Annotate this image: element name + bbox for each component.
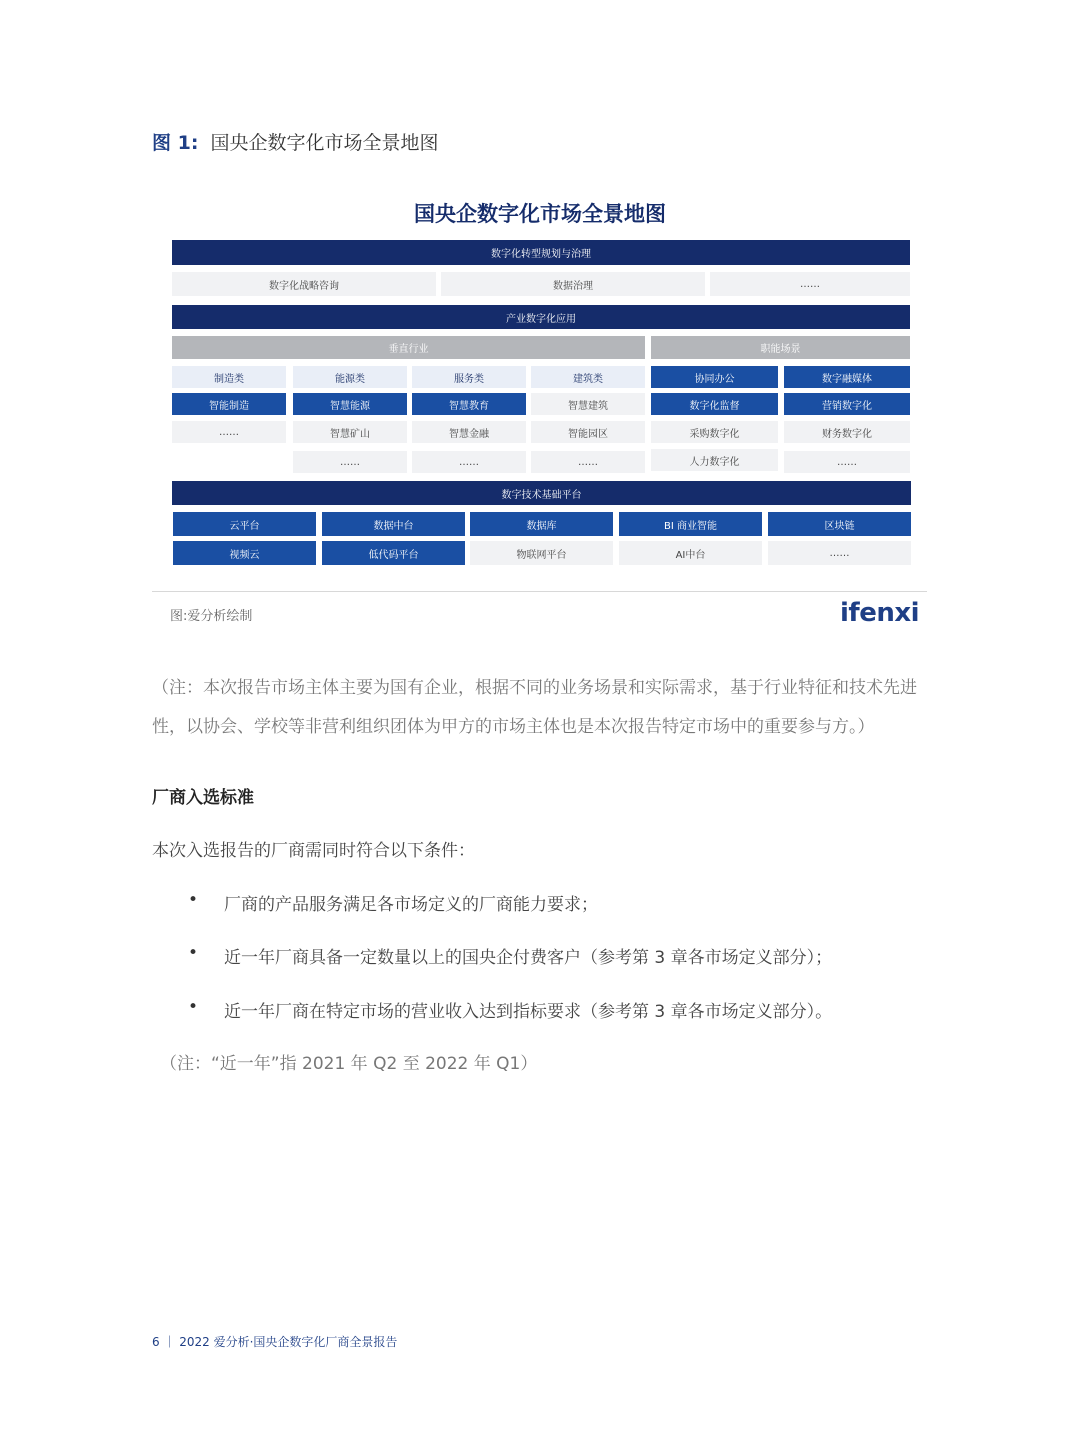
section-title: 厂商入选标准 [152,788,254,808]
apps-header: 产业数字化应用 [172,305,910,329]
vertical-item: …… [531,451,645,473]
vertical-item: 智慧金融 [412,421,526,443]
divider [152,591,927,592]
platform-item: …… [768,541,911,565]
vertical-item: 智能园区 [531,421,645,443]
vertical-item: …… [412,451,526,473]
intro-paragraph: 本次入选报告的厂商需同时符合以下条件： [152,841,475,861]
vertical-item: 智能制造 [172,393,286,415]
diagram-title: 国央企数字化市场全景地图 [414,202,666,226]
planning-item: 数据治理 [441,272,705,296]
vertical-item: 智慧建筑 [531,393,645,415]
bullet-item: 近一年厂商具备一定数量以上的国央企付费客户（参考第 3 章各市场定义部分）； [224,948,833,968]
platform-item: 物联网平台 [470,541,613,565]
time-note: （注：“近一年”指 2021 年 Q2 至 2022 年 Q1） [160,1054,538,1074]
vertical-item: 智慧能源 [293,393,407,415]
platform-item: 区块链 [768,512,911,536]
platform-item: 视频云 [173,541,316,565]
platform-item: 低代码平台 [322,541,465,565]
function-item: …… [784,451,910,473]
vertical-item: 智慧教育 [412,393,526,415]
note-paragraph: （注：本次报告市场主体主要为国有企业，根据不同的业务场景和实际需求，基于行业特征和技术先进性，以协会、学校等非营利组织团体为甲方的市场主体也是本次报告特定市场中的重要参与方。） [152,678,917,737]
vertical-category: 服务类 [412,366,526,388]
planning-item: 数字化战略咨询 [172,272,436,296]
vertical-item: …… [172,421,286,443]
function-item: 营销数字化 [784,393,910,415]
function-item: 财务数字化 [784,421,910,443]
function-item: 采购数字化 [651,421,778,443]
platform-item: AI中台 [619,541,762,565]
vertical-category: 建筑类 [531,366,645,388]
ifenxi-logo: ifenxi [840,598,920,628]
function-item: 数字化监督 [651,393,778,415]
platform-item: BI 商业智能 [619,512,762,536]
vertical-category: 制造类 [172,366,286,388]
figure-source: 图:爱分析绘制 [170,609,253,624]
vertical-item: …… [293,451,407,473]
planning-header: 数字化转型规划与治理 [172,240,910,265]
function-category: 数字融媒体 [784,366,910,388]
function-scene-header: 职能场景 [651,336,910,359]
bullet-item: 厂商的产品服务满足各市场定义的厂商能力要求； [224,895,598,915]
platform-item: 云平台 [173,512,316,536]
platform-item: 数据中台 [322,512,465,536]
page-footer: 6 ｜ 2022 爱分析·国央企数字化厂商全景报告 [152,1335,398,1349]
bullet-icon: • [188,943,199,963]
figure-number: 图 1: [152,132,199,154]
vertical-item: 智慧矿山 [293,421,407,443]
figure-caption [152,128,438,155]
planning-item: …… [710,272,910,296]
function-category: 协同办公 [651,366,778,388]
vertical-category: 能源类 [293,366,407,388]
vertical-industry-header: 垂直行业 [172,336,645,359]
platform-header: 数字技术基础平台 [172,481,911,505]
figure-caption-text: 国央企数字化市场全景地图 [210,132,439,154]
bullet-icon: • [188,890,199,910]
bullet-icon: • [188,997,199,1017]
platform-item: 数据库 [470,512,613,536]
bullet-item: 近一年厂商在特定市场的营业收入达到指标要求（参考第 3 章各市场定义部分）。 [224,1002,833,1022]
function-item: 人力数字化 [651,449,778,471]
